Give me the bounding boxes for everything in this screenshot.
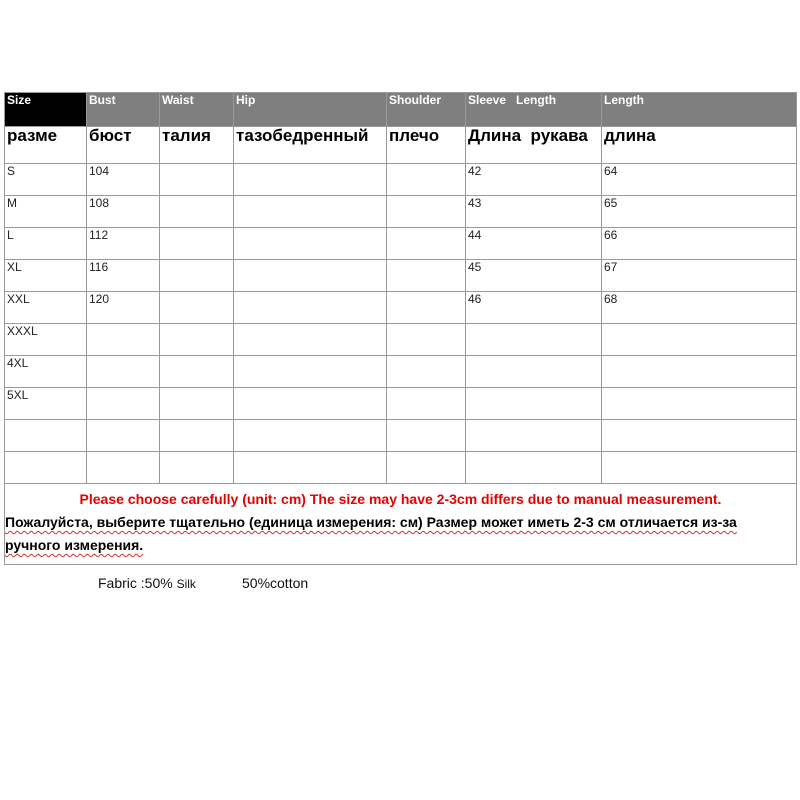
- table-cell: [5, 420, 87, 452]
- table-cell: 112: [87, 228, 160, 260]
- header-ru-waist: талия: [162, 126, 211, 145]
- table-cell: [466, 324, 602, 356]
- table-cell: [5, 452, 87, 484]
- table-cell: [387, 420, 466, 452]
- table-cell: 5XL: [5, 388, 87, 420]
- table-cell: [160, 228, 234, 260]
- table-cell: 64: [602, 164, 797, 196]
- table-cell: 4XL: [5, 356, 87, 388]
- table-cell: [160, 164, 234, 196]
- table-cell: [160, 196, 234, 228]
- table-cell: [160, 420, 234, 452]
- table-cell: 44: [466, 228, 602, 260]
- table-cell: [234, 164, 387, 196]
- header-size: Size: [5, 93, 87, 127]
- table-cell: [234, 228, 387, 260]
- table-cell: 68: [602, 292, 797, 324]
- header-hip: Hip: [234, 93, 387, 127]
- table-cell: [234, 420, 387, 452]
- header-ru-size: разме: [7, 126, 58, 145]
- table-row: [5, 292, 797, 324]
- table-cell: [160, 388, 234, 420]
- table-cell: 45: [466, 260, 602, 292]
- table-row: [5, 452, 797, 484]
- fabric-label: Fabric :50%: [98, 575, 173, 591]
- table-cell: [602, 324, 797, 356]
- table-cell: 104: [87, 164, 160, 196]
- table-cell: [234, 292, 387, 324]
- table-cell: [602, 388, 797, 420]
- notice-row: [5, 484, 797, 565]
- table-cell: [234, 196, 387, 228]
- table-cell: [234, 260, 387, 292]
- table-row: [5, 324, 797, 356]
- table-cell: 65: [602, 196, 797, 228]
- table-cell: [87, 452, 160, 484]
- table-cell: [160, 292, 234, 324]
- header-ru-hip: тазобедренный: [236, 126, 369, 145]
- header-sleeve-length: Sleeve Length: [466, 93, 602, 127]
- table-row: [5, 356, 797, 388]
- header-ru-sleeve-length: Длина рукава: [468, 126, 588, 145]
- fabric-silk: Silk: [176, 577, 196, 591]
- table-cell: 108: [87, 196, 160, 228]
- table-cell: S: [5, 164, 87, 196]
- size-chart-table: [4, 92, 797, 565]
- table-cell: [466, 356, 602, 388]
- table-cell: [234, 388, 387, 420]
- table-cell: [87, 324, 160, 356]
- table-cell: [234, 452, 387, 484]
- table-cell: [387, 388, 466, 420]
- table-cell: [87, 356, 160, 388]
- table-cell: [387, 324, 466, 356]
- notice-russian: Пожалуйста, выберите тщательно (единица измерения: см) Размер может иметь 2-3 см отличается из-за ручного измерения.: [5, 514, 737, 553]
- table-cell: 67: [602, 260, 797, 292]
- table-cell: [387, 356, 466, 388]
- table-cell: XL: [5, 260, 87, 292]
- table-cell: 116: [87, 260, 160, 292]
- table-cell: 43: [466, 196, 602, 228]
- header-ru-length: длина: [604, 126, 656, 145]
- table-cell: [387, 260, 466, 292]
- header-ru-bust: бюст: [89, 126, 132, 145]
- table-cell: [466, 388, 602, 420]
- table-row: [5, 228, 797, 260]
- table-cell: 120: [87, 292, 160, 324]
- table-cell: [87, 388, 160, 420]
- table-cell: XXXL: [5, 324, 87, 356]
- table-row: [5, 388, 797, 420]
- table-cell: [160, 260, 234, 292]
- table-cell: [602, 420, 797, 452]
- table-cell: [160, 324, 234, 356]
- table-cell: [87, 420, 160, 452]
- table-cell: [234, 356, 387, 388]
- table-cell: [387, 164, 466, 196]
- table-row: [5, 420, 797, 452]
- table-cell: [160, 452, 234, 484]
- header-shoulder: Shoulder: [387, 93, 466, 127]
- table-cell: 66: [602, 228, 797, 260]
- header-row-english: [5, 93, 797, 127]
- header-ru-shoulder: плечо: [389, 126, 440, 145]
- fabric-composition: [98, 575, 196, 591]
- table-row: [5, 196, 797, 228]
- table-cell: [602, 356, 797, 388]
- table-cell: [466, 420, 602, 452]
- notice-english: Please choose carefully (unit: cm) The size may have 2-3cm differs due to manual measurement.: [79, 491, 722, 507]
- table-cell: [387, 452, 466, 484]
- fabric-cotton: 50%cotton: [242, 575, 309, 591]
- table-cell: [602, 452, 797, 484]
- table-cell: [466, 452, 602, 484]
- table-cell: [387, 196, 466, 228]
- header-bust: Bust: [87, 93, 160, 127]
- header-length: Length: [602, 93, 797, 127]
- header-row-russian: [5, 127, 797, 164]
- table-row: [5, 164, 797, 196]
- table-row: [5, 260, 797, 292]
- table-cell: L: [5, 228, 87, 260]
- header-waist: Waist: [160, 93, 234, 127]
- table-cell: 46: [466, 292, 602, 324]
- table-cell: M: [5, 196, 87, 228]
- table-cell: [234, 324, 387, 356]
- table-cell: [160, 356, 234, 388]
- table-cell: [387, 228, 466, 260]
- table-cell: [387, 292, 466, 324]
- table-cell: 42: [466, 164, 602, 196]
- table-cell: XXL: [5, 292, 87, 324]
